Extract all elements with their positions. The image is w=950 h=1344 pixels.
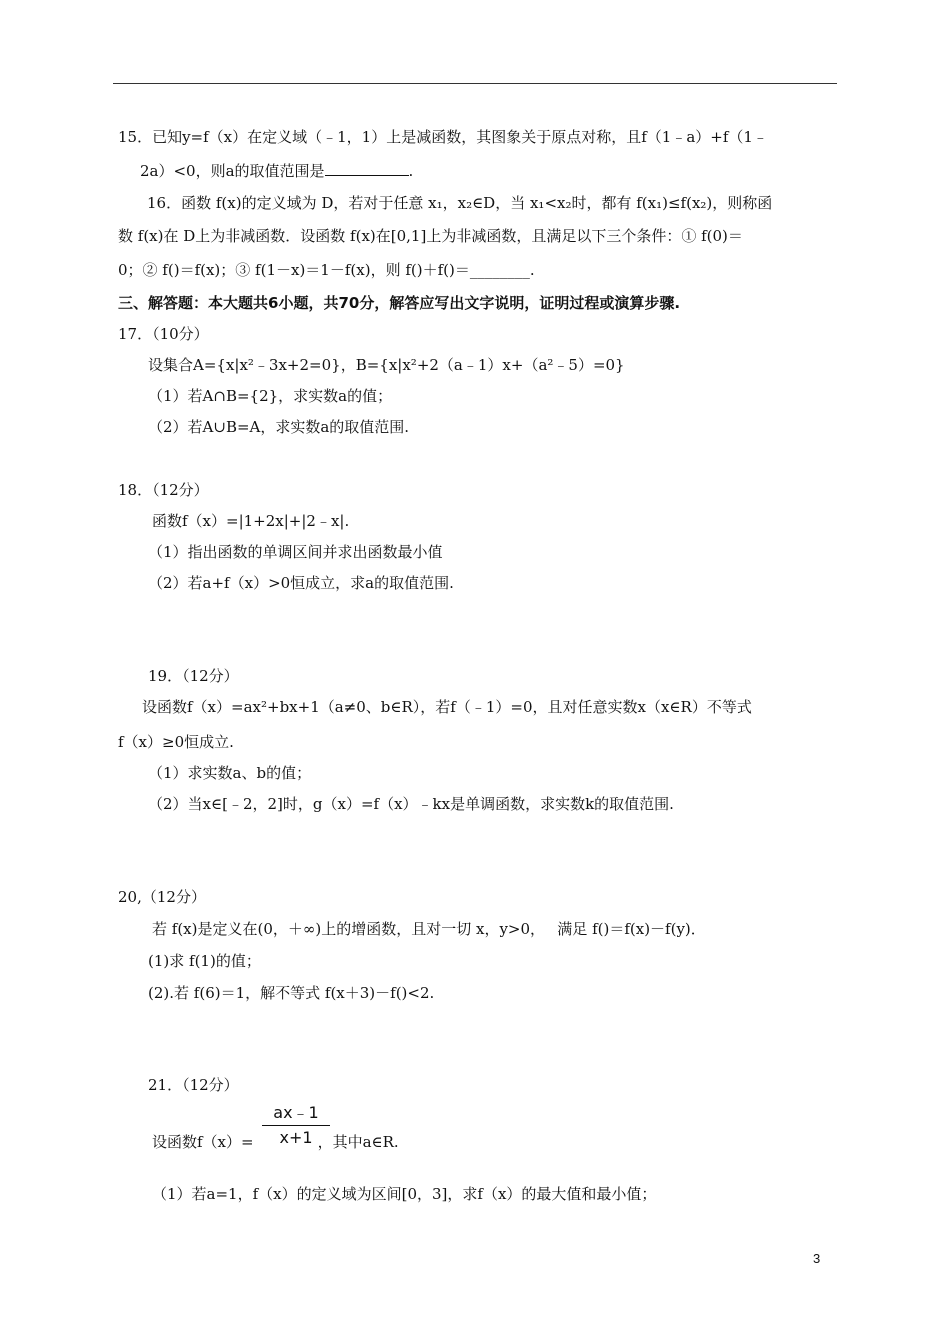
answer-blank bbox=[325, 161, 409, 176]
fraction bbox=[262, 1102, 330, 1149]
q20-line-2: (1)求 f(1)的值； bbox=[148, 952, 261, 970]
q17-line-1: 设集合A={x|x²﹣3x+2=0}，B={x|x²+2（a﹣1）x+（a²﹣5）=0} bbox=[148, 356, 625, 374]
q16-line-1: 16．函数 f(x)的定义域为 D，若对于任意 x₁，x₂∈D，当 x₁<x₂时，都有 f(x₁)≤f(x₂)，则称函 bbox=[147, 194, 773, 212]
q21-heading: 21．（12分） bbox=[148, 1076, 239, 1094]
q17-heading: 17．（10分） bbox=[118, 325, 209, 343]
q20-line-3: (2).若 f(6)＝1，解不等式 f(x＋3)－f()<2. bbox=[148, 984, 435, 1002]
q16-line-3: 0；② f()＝f(x)；③ f(1－x)＝1－f(x)，则 f()＋f()＝________. bbox=[118, 261, 535, 279]
fraction-bar bbox=[262, 1125, 330, 1126]
q19-line-3: （1）求实数a、b的值； bbox=[148, 764, 312, 782]
q15-line-1: 15．已知y=f（x）在定义域（﹣1，1）上是减函数，其图象关于原点对称，且f（1﹣a）+f（1﹣ bbox=[118, 128, 768, 146]
q21-text: 设函数f（x）= bbox=[152, 1133, 254, 1151]
q20-heading: 20,（12分） bbox=[118, 888, 206, 906]
q19-line-2: f（x）≥0恒成立. bbox=[118, 733, 234, 751]
fraction-denominator: x+1 bbox=[279, 1128, 313, 1147]
q17-line-2: （1）若A∩B={2}，求实数a的值； bbox=[148, 387, 393, 405]
q17-line-3: （2）若A∪B=A，求实数a的取值范围. bbox=[148, 418, 410, 436]
q15-line-2 bbox=[140, 161, 413, 181]
q18-line-2: （1）指出函数的单调区间并求出函数最小值 bbox=[148, 543, 443, 561]
page-number: 3 bbox=[813, 1251, 821, 1266]
q16-line-2: 数 f(x)在 D上为非减函数．设函数 f(x)在[0,1]上为非减函数，且满足以下三个条件：① f(0)＝ bbox=[118, 227, 743, 245]
q21-text-tail: ，其中a∈R. bbox=[317, 1133, 399, 1151]
q15-text: 2a）<0，则a的取值范围是 bbox=[140, 162, 325, 180]
q18-heading: 18．（12分） bbox=[118, 481, 209, 499]
q21-line-2: （1）若a=1，f（x）的定义域为区间[0，3]，求f（x）的最大值和最小值； bbox=[152, 1185, 657, 1203]
q19-line-4: （2）当x∈[﹣2，2]时，g（x）=f（x）﹣kx是单调函数，求实数k的取值范围. bbox=[148, 795, 674, 813]
q20-line-1: 若 f(x)是定义在(0，＋∞)上的增函数，且对一切 x，y>0， 满足 f()＝f(x)－f(y)． bbox=[152, 920, 706, 938]
section-heading: 三、解答题：本大题共6小题，共70分，解答应写出文字说明，证明过程或演算步骤. bbox=[118, 294, 681, 312]
q18-line-3: （2）若a+f（x）>0恒成立，求a的取值范围. bbox=[148, 574, 454, 592]
header-rule bbox=[113, 83, 837, 84]
q19-heading: 19．（12分） bbox=[148, 667, 239, 685]
fraction-numerator: ax﹣1 bbox=[273, 1103, 319, 1122]
q19-line-1: 设函数f（x）=ax²+bx+1（a≠0、b∈R），若f（﹣1）=0，且对任意实数x（x∈R）不等式 bbox=[142, 698, 752, 716]
q18-line-1: 函数f（x）=|1+2x|+|2﹣x|. bbox=[152, 512, 350, 530]
q15-period: . bbox=[408, 162, 414, 180]
